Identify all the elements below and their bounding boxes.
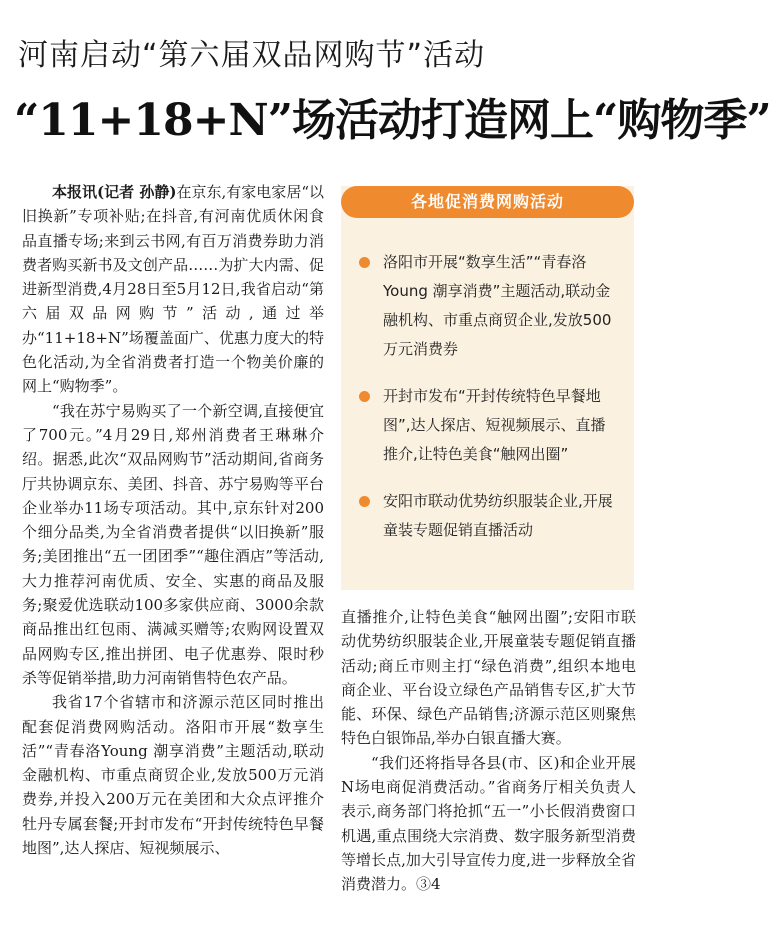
bullet-dot-icon — [359, 391, 370, 402]
sidebar-item-text: 开封市发布“开封传统特色早餐地图”,达人探店、短视频展示、直播推介,让特色美食“触网出圈” — [383, 387, 606, 463]
sidebar-box — [341, 186, 634, 590]
sidebar-item — [359, 487, 616, 545]
article-paragraph: 直播推介,让特色美食“触网出圈”;安阳市联动优势纺织服装企业,开展童装专题促销直播活动;商丘市则主打“绿色消费”,组织本地电商企业、平台设立绿色产品销售专区,扩大节能、环保、绿色产品销售;济源示范区则聚焦特色白银饰品,举办白银直播大赛。 — [341, 608, 636, 748]
sidebar-list — [341, 218, 634, 545]
sidebar-item — [359, 248, 616, 364]
main-headline: “11+18+N”场活动打造网上“购物季” — [14, 95, 771, 146]
bullet-dot-icon — [359, 257, 370, 268]
bullet-dot-icon — [359, 496, 370, 507]
article-paragraph: “我们还将指导各县(市、区)和企业开展N场电商促消费活动。”省商务厅相关负责人表示,商务部门将抢抓“五一”小长假消费窗口机遇,重点围绕大宗消费、数字服务新型消费等增长点,加大引导宣传力度,进一步释放全省消费潜力。③4 — [341, 753, 636, 894]
article-column-right — [341, 605, 636, 897]
byline: 本报讯(记者 孙静) — [52, 183, 177, 201]
sidebar-item-text: 洛阳市开展“数享生活”“青春洛Young 潮享消费”主题活动,联动金融机构、市重点商贸企业,发放500万元消费券 — [383, 253, 612, 358]
article-paragraph: “我在苏宁易购买了一个新空调,直接便宜了700元。”4月29日,郑州消费者王琳琳介绍。据悉,此次“双品网购节”活动期间,省商务厅共协调京东、美团、抖音、苏宁易购等平台企业举办11场专项活动。其中,京东针对200个细分品类,为全省消费者提供“以旧换新”服务;美团推出“五一团团季”“趣住酒店”等活动,大力推荐河南优质、安全、实惠的商品及服务;聚爱优选联动100多家供应商、3000余款商品推出红包雨、满减买赠等;农购网设置双品网购专区,推出拼团、电子优惠券、限时秒杀等促销举措,助力河南销售特色农产品。 — [22, 401, 324, 687]
sidebar-item — [359, 382, 616, 469]
sidebar-item-text: 安阳市联动优势纺织服装企业,开展童装专题促销直播活动 — [383, 492, 613, 539]
kicker-headline: 河南启动“第六届双品网购节”活动 — [18, 38, 486, 73]
sidebar-title: 各地促消费网购活动 — [341, 186, 634, 218]
article-column-left — [22, 180, 324, 860]
article-paragraph: 我省17个省辖市和济源示范区同时推出配套促消费网购活动。洛阳市开展“数享生活”“青春洛Young 潮享消费”主题活动,联动金融机构、市重点商贸企业,发放500万元消费券,并投入200万元在美团和大众点评推介牡丹专属套餐;开封市发布“开封传统特色早餐地图”,达人探店、短视频展示、 — [22, 693, 324, 858]
article-paragraph — [22, 180, 324, 399]
paragraph-text: 在京东,有家电家居“以旧换新”专项补贴;在抖音,有河南优质休闲食品直播专场;来到云书网,有百万消费券助力消费者购买新书及文创产品……为扩大内需、促进新型消费,4月28日至5月12日,我省启动“第六届双品网购节”活动,通过举办“11+18+N”场覆盖面广、优惠力度大的特色化活动,为全省消费者打造一个物美价廉的网上“购物季”。 — [22, 183, 324, 396]
